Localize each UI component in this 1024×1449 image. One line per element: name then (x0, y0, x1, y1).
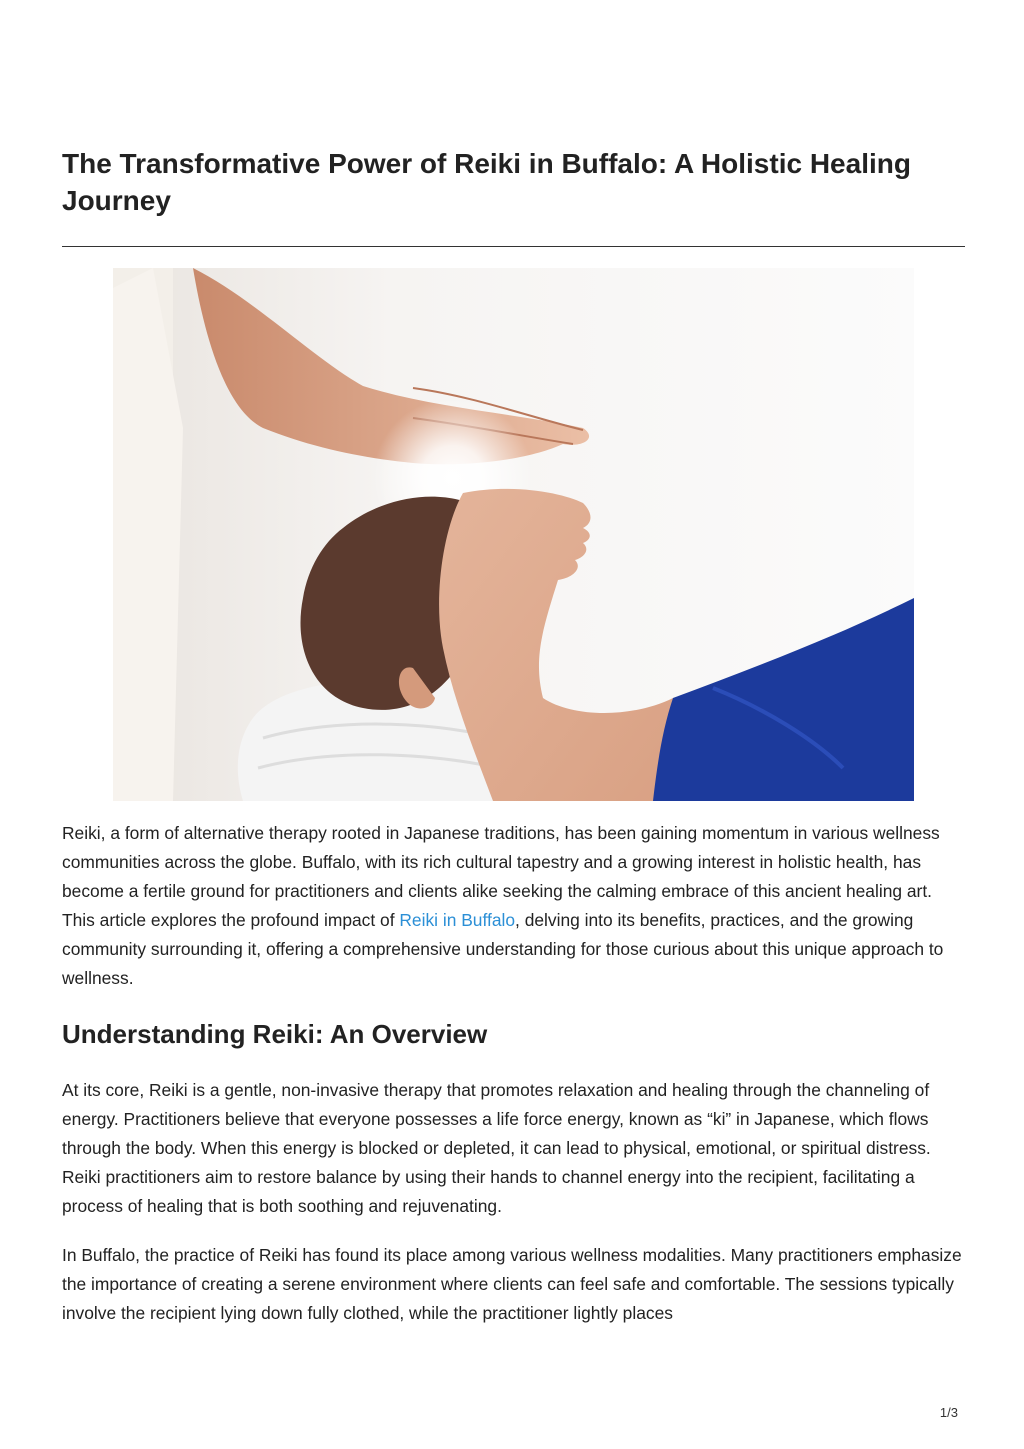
intro-text-after-link: , delving into its benefits, practices, and the growing community surrounding it, offering a comprehensive understanding for those curious about this unique approach to wellness. (62, 910, 944, 988)
title-divider (62, 246, 965, 247)
intro-paragraph (62, 819, 965, 993)
reiki-in-buffalo-link[interactable]: Reiki in Buffalo (399, 910, 516, 930)
section-heading: Understanding Reiki: An Overview (62, 1019, 488, 1049)
reiki-session-photo (113, 268, 914, 801)
overview-paragraph: At its core, Reiki is a gentle, non-invasive therapy that promotes relaxation and healing through the channeling of energy. Practitioners believe that everyone possesses a life force energy, known as “ki” in Japanese, which flows through the body. When this energy is blocked or depleted, it can lead to physical, emotional, or spiritual distress. Reiki practitioners aim to restore balance by using their hands to channel energy into the recipient, facilitating a process of healing that is both soothing and rejuvenating. (62, 1080, 931, 1216)
article-title: The Transformative Power of Reiki in Buffalo: A Holistic Healing Journey (62, 148, 911, 216)
intro-text-before-link: Reiki, a form of alternative therapy rooted in Japanese traditions, has been gaining momentum in various wellness communities across the globe. Buffalo, with its rich cultural tapestry and a growing interest in holistic health, has become a fertile ground for practitioners and clients alike seeking the calming embrace of this ancient healing art. This article explores the profound impact of (62, 823, 940, 930)
buffalo-practice-paragraph: In Buffalo, the practice of Reiki has found its place among various wellness modalities. Many practitioners emphasize the importance of creating a serene environment where clients can feel safe and comfortable. The sessions typically involve the recipient lying down fully clothed, while the practitioner lightly places (62, 1245, 962, 1323)
page-number: 1/3 (939, 1405, 958, 1420)
